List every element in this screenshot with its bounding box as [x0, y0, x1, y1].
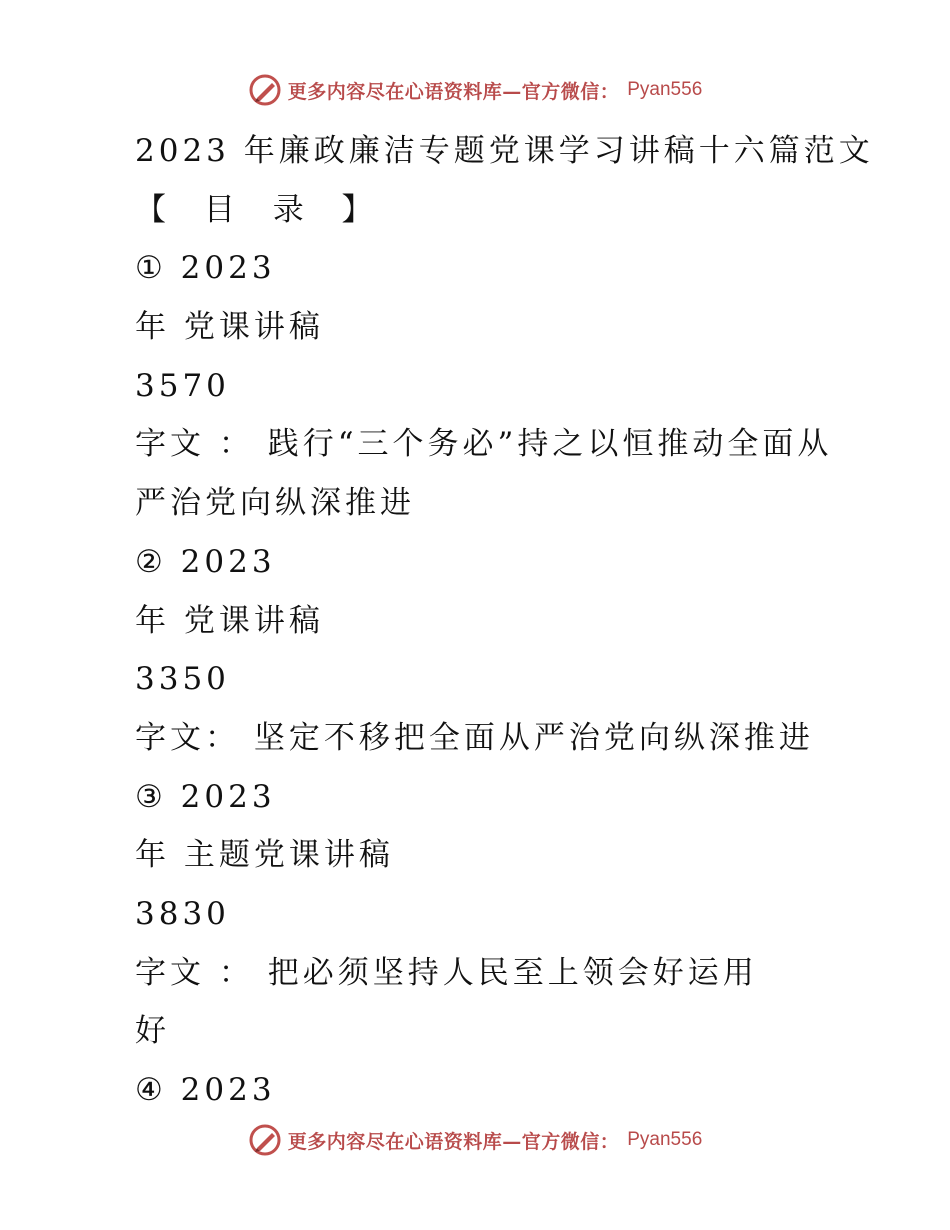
toc-line: 字文： 坚定不移把全面从严治党向纵深推进: [135, 719, 814, 756]
watermark-footer: [0, 1120, 950, 1160]
toc-line: 字文 ： 践行“三个务必”持之以恒推动全面从: [135, 426, 833, 463]
toc-line: 字文 ： 把必须坚持人民至上领会好运用: [135, 954, 758, 991]
toc-line: 严治党向纵深推进: [135, 485, 415, 522]
pen-logo-icon: [248, 1123, 282, 1157]
toc-line: 年 主题党课讲稿: [135, 837, 394, 874]
toc-line: 好: [135, 1013, 170, 1050]
toc-line: 3570: [135, 367, 230, 404]
pen-logo-icon: [248, 73, 282, 107]
toc-line: ① 2023: [135, 250, 276, 287]
toc-line: ② 2023: [135, 543, 276, 580]
watermark-text: 更多内容尽在心语资料库—官方微信：: [287, 80, 620, 103]
toc-heading: 【 目 录 】: [135, 191, 387, 228]
watermark-header: [0, 70, 950, 110]
toc-line: 年 党课讲稿: [135, 602, 324, 639]
toc-line: 3350: [135, 661, 230, 698]
toc-line: 年 党课讲稿: [135, 309, 324, 346]
document-body: [135, 122, 874, 1120]
toc-line: ④ 2023: [135, 1072, 276, 1108]
toc-line: 3830: [135, 895, 230, 932]
document-title: 2023 年廉政廉洁专题党课学习讲稿十六篇范文: [135, 133, 874, 169]
watermark-text: 更多内容尽在心语资料库—官方微信：: [287, 1130, 620, 1153]
watermark-handle: Pyan556: [627, 1129, 703, 1150]
watermark-handle: Pyan556: [627, 79, 703, 100]
toc-line: ③ 2023: [135, 778, 276, 815]
